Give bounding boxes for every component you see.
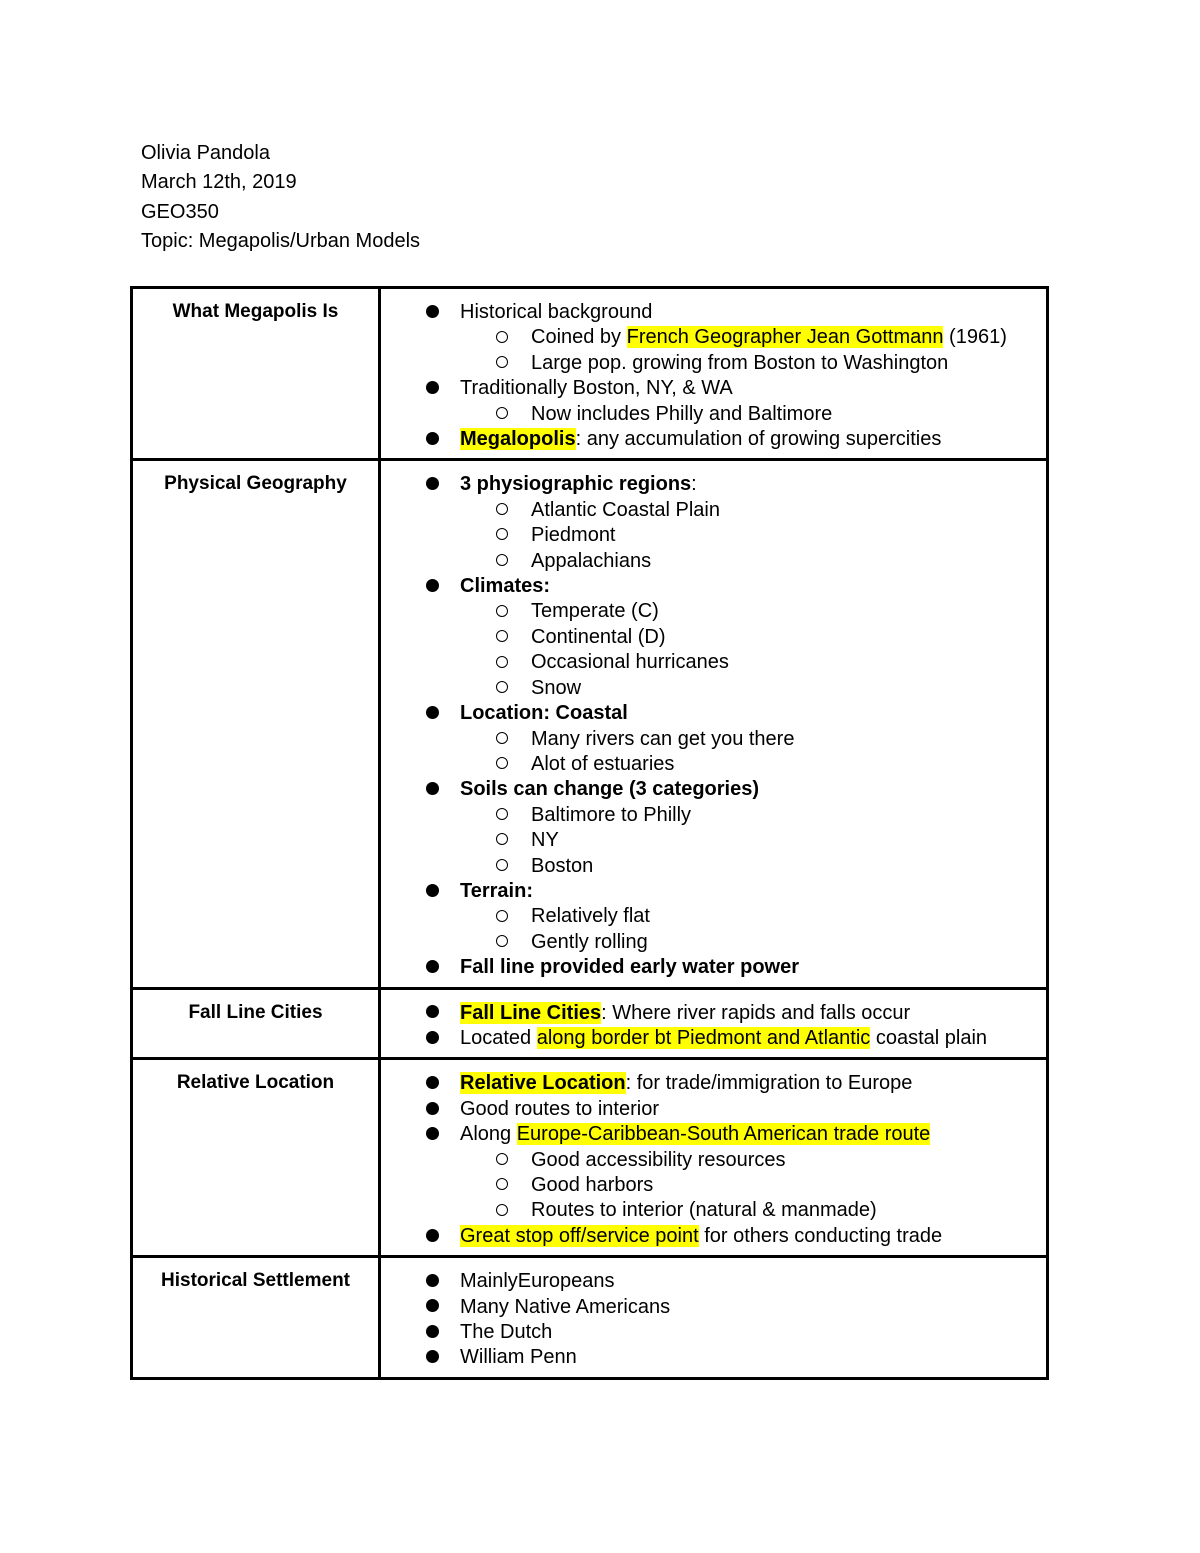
list-item: [381, 828, 1046, 853]
filled-circle-bullet-icon: [426, 1224, 439, 1249]
list-item: [381, 325, 1046, 350]
list-item-text: Good accessibility resources: [531, 1148, 786, 1171]
filled-circle-bullet-icon: [426, 472, 439, 497]
filled-circle-bullet-icon: [426, 1320, 439, 1345]
list-item-text: Alot of estuaries: [531, 752, 675, 775]
list-item-text: Climates:: [460, 575, 551, 598]
highlighted-text: Relative Location: [460, 1072, 626, 1095]
list-item-text: Historical background: [460, 301, 653, 323]
list-item-text: Continental (D): [531, 625, 666, 648]
list-item: [381, 625, 1046, 650]
topic-cell: Relative Location: [132, 1059, 380, 1257]
hollow-circle-bullet-icon: [496, 625, 508, 650]
filled-circle-bullet-icon: [426, 1345, 439, 1370]
highlighted-text: Great stop off/service point: [460, 1224, 699, 1247]
list-item: [381, 930, 1046, 955]
hollow-circle-bullet-icon: [496, 904, 508, 929]
content-cell: [380, 1257, 1048, 1379]
list-item-text: The Dutch: [460, 1321, 553, 1344]
list-item: [381, 574, 1046, 599]
filled-circle-bullet-icon: [426, 1269, 439, 1294]
content-cell: [380, 1059, 1048, 1257]
list-item-text: Occasional hurricanes: [531, 651, 729, 674]
list-item: [381, 1269, 1046, 1294]
hollow-circle-bullet-icon: [496, 752, 508, 777]
list-item-text: Now includes Philly and Baltimore: [531, 402, 833, 425]
list-item: [381, 1345, 1046, 1370]
table-row: [132, 1059, 1048, 1257]
list-item-text: Piedmont: [531, 524, 616, 547]
hollow-circle-bullet-icon: [496, 727, 508, 752]
course-code: GEO350: [141, 200, 219, 223]
topic-cell: What Megapolis Is: [132, 288, 380, 460]
list-item: [381, 727, 1046, 752]
list-item: [381, 376, 1046, 401]
list-item: [381, 472, 1046, 497]
list-item: [381, 955, 1046, 980]
filled-circle-bullet-icon: [426, 1097, 439, 1122]
hollow-circle-bullet-icon: [496, 523, 508, 548]
list-item-text: : for trade/immigration to Europe: [625, 1072, 913, 1095]
highlighted-text: Europe-Caribbean-South American trade route: [516, 1123, 931, 1146]
list-item: [381, 1001, 1046, 1026]
author-name: Olivia Pandola: [141, 142, 270, 164]
highlighted-text: Fall Line Cities: [460, 1001, 602, 1024]
hollow-circle-bullet-icon: [496, 803, 508, 828]
list-item-text: Relatively flat: [531, 905, 650, 928]
list-item-text: Traditionally Boston, NY, & WA: [460, 377, 733, 400]
filled-circle-bullet-icon: [426, 879, 439, 904]
list-item: [381, 300, 1046, 325]
list-item-text: Many rivers can get you there: [531, 727, 795, 750]
list-item: [381, 650, 1046, 675]
list-item-text: : any accumulation of growing supercities: [575, 428, 942, 451]
list-item: [381, 1295, 1046, 1320]
filled-circle-bullet-icon: [426, 300, 439, 325]
list-item-text: Located: [460, 1026, 537, 1049]
list-item: [381, 549, 1046, 574]
filled-circle-bullet-icon: [426, 1295, 439, 1320]
list-item: [381, 1071, 1046, 1096]
notes-table: [130, 286, 1049, 1380]
list-item-text: Many Native Americans: [460, 1295, 671, 1318]
list-item: [381, 1173, 1046, 1198]
hollow-circle-bullet-icon: [496, 498, 508, 523]
list-item: [381, 854, 1046, 879]
list-item: [381, 904, 1046, 929]
list-item-text: Routes to interior (natural & manmade): [531, 1199, 877, 1222]
filled-circle-bullet-icon: [426, 701, 439, 726]
highlighted-text: Megalopolis: [460, 428, 576, 451]
filled-circle-bullet-icon: [426, 1026, 439, 1051]
filled-circle-bullet-icon: [426, 955, 439, 980]
list-item: [381, 777, 1046, 802]
list-item-text: Location: Coastal: [460, 702, 628, 725]
table-row: [132, 288, 1048, 460]
list-item-text: Gently rolling: [531, 930, 648, 953]
list-item: [381, 351, 1046, 376]
list-item-text: Boston: [531, 854, 594, 877]
filled-circle-bullet-icon: [426, 1071, 439, 1096]
list-item: [381, 803, 1046, 828]
list-item: [381, 523, 1046, 548]
hollow-circle-bullet-icon: [496, 930, 508, 955]
document-date: March 12th, 2019: [141, 171, 297, 194]
list-item: [381, 427, 1046, 452]
list-item-text: for others conducting trade: [698, 1224, 943, 1247]
hollow-circle-bullet-icon: [496, 1173, 508, 1198]
hollow-circle-bullet-icon: [496, 325, 508, 350]
list-item-text: Fall line provided early water power: [460, 956, 799, 979]
table-row: [132, 460, 1048, 988]
hollow-circle-bullet-icon: [496, 351, 508, 376]
hollow-circle-bullet-icon: [496, 1148, 508, 1173]
filled-circle-bullet-icon: [426, 427, 439, 452]
list-item-text: Temperate (C): [531, 600, 659, 623]
content-cell: [380, 460, 1048, 988]
list-item: [381, 676, 1046, 701]
list-item-text: Atlantic Coastal Plain: [531, 498, 720, 521]
filled-circle-bullet-icon: [426, 574, 439, 599]
table-row: [132, 988, 1048, 1059]
list-item-text: 3 physiographic regions: [460, 473, 692, 496]
list-item-text: Good routes to interior: [460, 1097, 659, 1120]
list-item-text: Good harbors: [531, 1174, 654, 1196]
hollow-circle-bullet-icon: [496, 599, 508, 624]
list-item-text: Appalachians: [531, 549, 652, 572]
list-item-text: : Where river rapids and falls occur: [601, 1001, 911, 1024]
list-item: [381, 599, 1046, 624]
list-item-text: William Penn: [460, 1346, 577, 1369]
list-item: [381, 402, 1046, 427]
list-item-text: (1961): [943, 326, 1007, 349]
list-item-text: Terrain:: [460, 879, 533, 902]
content-cell: [380, 988, 1048, 1059]
topic-cell: Fall Line Cities: [132, 988, 380, 1059]
hollow-circle-bullet-icon: [496, 650, 508, 675]
list-item-text: Along: [460, 1123, 517, 1146]
filled-circle-bullet-icon: [426, 1001, 439, 1026]
list-item: [381, 752, 1046, 777]
document-topic: Topic: Megapolis/Urban Models: [141, 229, 421, 252]
hollow-circle-bullet-icon: [496, 549, 508, 574]
filled-circle-bullet-icon: [426, 376, 439, 401]
list-item: [381, 1198, 1046, 1223]
topic-cell: Historical Settlement: [132, 1257, 380, 1379]
notes-table-body: [132, 288, 1048, 1379]
list-item-text: NY: [531, 829, 559, 852]
list-item: [381, 1224, 1046, 1249]
list-item: [381, 1097, 1046, 1122]
content-cell: [380, 288, 1048, 460]
list-item-text: Large pop. growing from Boston to Washington: [531, 351, 949, 374]
list-item-text: MainlyEuropeans: [460, 1270, 615, 1293]
list-item-text: coastal plain: [870, 1026, 988, 1049]
topic-cell: Physical Geography: [132, 460, 380, 988]
filled-circle-bullet-icon: [426, 777, 439, 802]
table-row: [132, 1257, 1048, 1379]
document-header: [141, 139, 420, 256]
highlighted-text: along border bt Piedmont and Atlantic: [536, 1026, 871, 1049]
highlighted-text: French Geographer Jean Gottmann: [626, 326, 944, 349]
list-item: [381, 498, 1046, 523]
list-item: [381, 1026, 1046, 1051]
hollow-circle-bullet-icon: [496, 676, 508, 701]
list-item: [381, 1122, 1046, 1147]
hollow-circle-bullet-icon: [496, 402, 508, 427]
list-item-text: Soils can change (3 categories): [460, 778, 759, 801]
list-item: [381, 879, 1046, 904]
list-item-text: :: [691, 473, 697, 496]
list-item-text: Baltimore to Philly: [531, 803, 692, 826]
list-item-text: Coined by: [531, 326, 627, 349]
hollow-circle-bullet-icon: [496, 854, 508, 879]
list-item: [381, 701, 1046, 726]
list-item-text: Snow: [531, 676, 582, 699]
hollow-circle-bullet-icon: [496, 828, 508, 853]
list-item: [381, 1320, 1046, 1345]
filled-circle-bullet-icon: [426, 1122, 439, 1147]
hollow-circle-bullet-icon: [496, 1198, 508, 1223]
list-item: [381, 1148, 1046, 1173]
